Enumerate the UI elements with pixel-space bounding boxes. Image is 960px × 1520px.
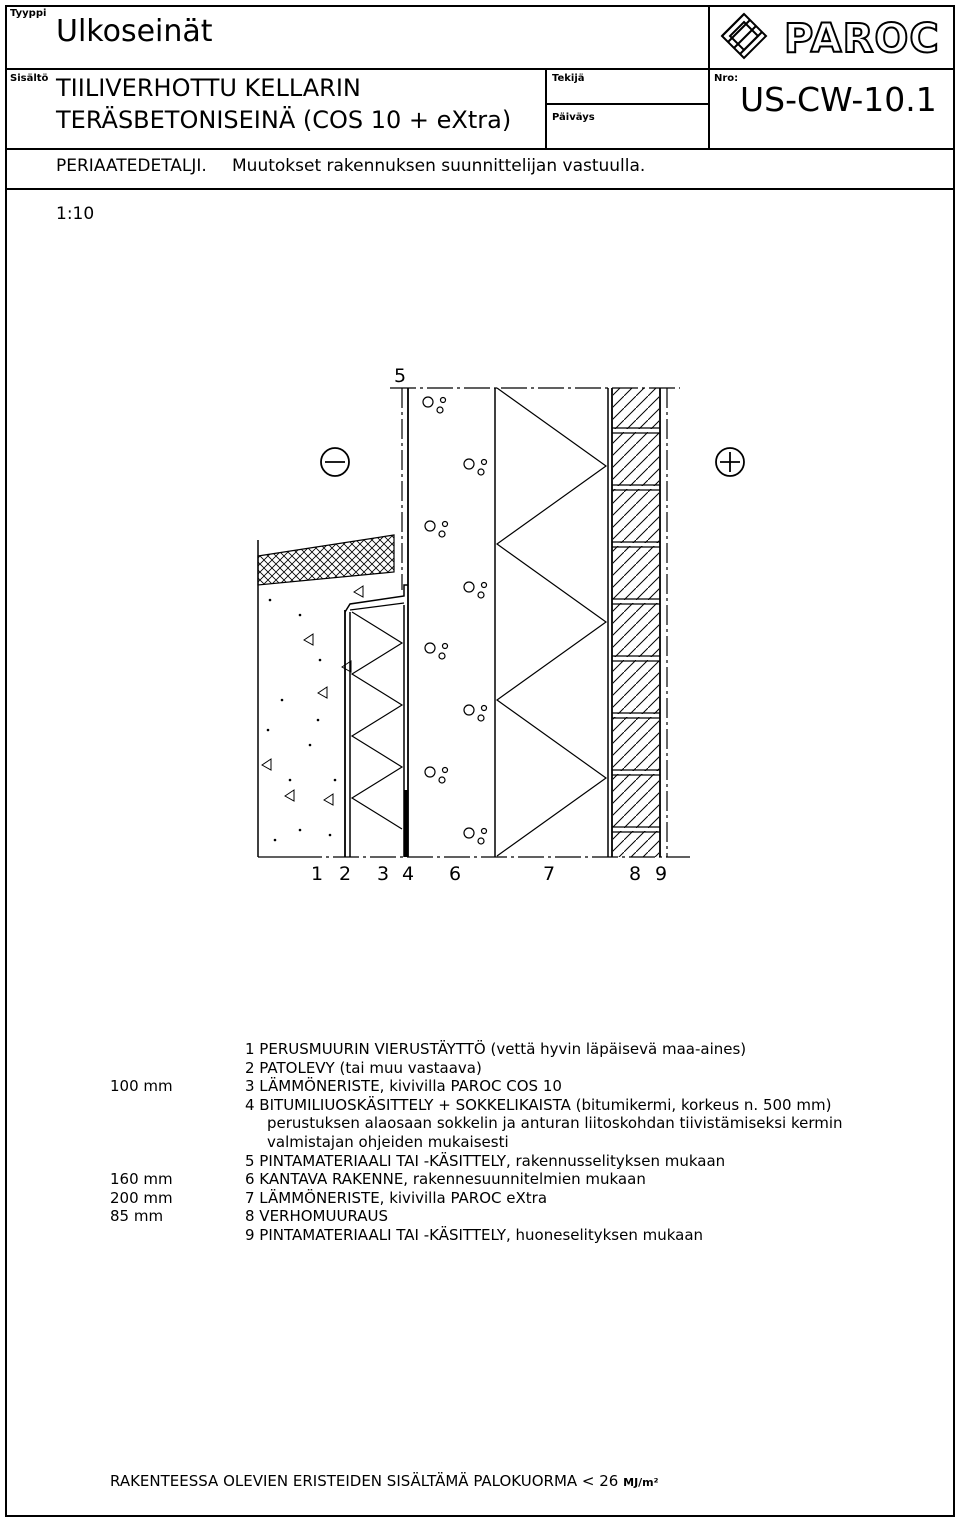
aggregate-stone [478, 838, 484, 844]
aggregate-stone [441, 398, 446, 403]
nro-label: Nro: [714, 73, 739, 84]
mortar-gap [613, 600, 659, 603]
backfill-stone [304, 634, 313, 645]
page-title: Ulkoseinät [56, 14, 213, 49]
backfill-stone [324, 794, 333, 805]
aggregate-stone [482, 829, 487, 834]
backfill-grain [299, 614, 301, 616]
aggregate-stone [464, 459, 474, 469]
legend-text: 7 LÄMMÖNERISTE, kivivilla PAROC eXtra [245, 1188, 548, 1207]
legend-text: 8 VERHOMUURAUS [245, 1207, 389, 1226]
legend-row [110, 1096, 950, 1115]
backfill-aggregate [262, 586, 363, 841]
legend-text: perustuksen alaosaan sokkelin ja anturan liitoskohdan tiivistämiseksi kermin [267, 1114, 843, 1133]
backfill-grain [319, 659, 321, 661]
backfill-grain [329, 834, 331, 836]
paivays-label: Päiväys [552, 112, 595, 123]
mortar-gap [613, 429, 659, 432]
backfill-stone [262, 759, 271, 770]
aggregate-stone [478, 715, 484, 721]
aggregate-stone [478, 592, 484, 598]
layer-label: 2 [339, 863, 352, 885]
aggregate-stone [478, 469, 484, 475]
legend-row [110, 1207, 950, 1226]
sisalto-label: Sisältö [10, 73, 49, 84]
periaate-label: PERIAATEDETALJI. [56, 156, 207, 176]
backfill-grain [309, 744, 311, 746]
aggregate-stone [464, 705, 474, 715]
legend-row [110, 1059, 950, 1078]
brick-hatch-fill [613, 388, 659, 857]
aggregate-stone [443, 522, 448, 527]
insulation-3-zigzag [352, 612, 402, 829]
responsibility-note: Muutokset rakennuksen suunnittelijan vastuulla. [232, 156, 646, 176]
legend-text: valmistajan ohjeiden mukaisesti [267, 1132, 509, 1151]
backfill-stone [354, 586, 363, 597]
layer-label: 1 [311, 863, 324, 885]
legend-row [110, 1077, 950, 1096]
content-line-2: TERÄSBETONISEINÄ (COS 10 + eXtra) [56, 106, 512, 134]
legend-row [110, 1170, 950, 1189]
aggregate-stone [439, 777, 445, 783]
mortar-gap [613, 771, 659, 774]
backfill-grain [317, 719, 319, 721]
aggregate-stone [482, 460, 487, 465]
backfill-grain [269, 599, 271, 601]
aggregate-stone [464, 582, 474, 592]
mortar-gap [613, 486, 659, 489]
layer-label-5: 5 [394, 365, 407, 387]
backfill-stone [318, 687, 327, 698]
aggregate-stone [437, 407, 443, 413]
mortar-gap [613, 657, 659, 660]
legend-text: 9 PINTAMATERIAALI TAI -KÄSITTELY, huoneselityksen mukaan [245, 1225, 704, 1244]
content-line-1: TIILIVERHOTTU KELLARIN [56, 74, 361, 102]
legend-row [110, 1040, 950, 1059]
fire-load-unit: MJ/m² [623, 1476, 659, 1489]
legend-thickness: 100 mm [110, 1077, 173, 1096]
aggregate-stone [423, 397, 433, 407]
legend-row [110, 1189, 950, 1208]
aggregate-stone [425, 643, 435, 653]
aggregate-stone [425, 521, 435, 531]
aggregate-stone [482, 706, 487, 711]
fire-load-note [110, 1472, 658, 1490]
plus-circle-icon [716, 448, 744, 476]
layer-label: 6 [449, 863, 462, 885]
flashing-cap [345, 585, 408, 612]
mortar-gap [613, 714, 659, 717]
legend-row [110, 1114, 950, 1133]
legend-row [110, 1133, 950, 1152]
backfill-grain [267, 729, 269, 731]
legend-text: 2 PATOLEVY (tai muu vastaava) [245, 1058, 482, 1077]
aggregate-stone [464, 828, 474, 838]
ground-surface [258, 535, 394, 585]
drawing-number: US-CW-10.1 [740, 80, 937, 119]
legend-text: 6 KANTAVA RAKENNE, rakennesuunnitelmien mukaan [245, 1170, 646, 1189]
layer-labels [311, 863, 667, 885]
legend-thickness: 200 mm [110, 1188, 173, 1207]
backfill-grain [281, 699, 283, 701]
aggregate-stone [425, 767, 435, 777]
legend-text: 3 LÄMMÖNERISTE, kivivilla PAROC COS 10 [245, 1077, 562, 1096]
mortar-gap [613, 828, 659, 831]
aggregate-stone [443, 768, 448, 773]
legend-thickness: 85 mm [110, 1207, 164, 1226]
paroc-logo-text: PAROC [784, 16, 940, 62]
tyyppi-label: Tyyppi [10, 8, 47, 19]
layer-label: 7 [543, 863, 556, 885]
legend-text: 5 PINTAMATERIAALI TAI -KÄSITTELY, rakennusselityksen mukaan [245, 1151, 726, 1170]
aggregate-stone [443, 644, 448, 649]
legend-row [110, 1152, 950, 1171]
minus-circle-icon [321, 448, 349, 476]
aggregate-stone [439, 653, 445, 659]
fire-load-text: RAKENTEESSA OLEVIEN ERISTEIDEN SISÄLTÄMÄ PALOKUORMA < 26 [110, 1472, 619, 1490]
flashing-cap-inner [350, 603, 404, 610]
aggregate-stone [439, 531, 445, 537]
legend-text: 4 BITUMILIUOSKÄSITTELY + SOKKELIKAISTA (bitumikermi, korkeus n. 500 mm) [245, 1095, 832, 1114]
mortar-gap [613, 543, 659, 546]
layer-label: 4 [402, 863, 415, 885]
backfill-grain [299, 829, 301, 831]
legend-text: 1 PERUSMUURIN VIERUSTÄYTTÖ (vettä hyvin läpäisevä maa-aines) [245, 1040, 747, 1058]
backfill-grain [289, 779, 291, 781]
scale-label: 1:10 [56, 204, 95, 224]
legend-row [110, 1226, 950, 1245]
backfill-stone [285, 790, 294, 801]
concrete-aggregate [423, 397, 487, 844]
layer-label: 8 [629, 863, 642, 885]
insulation-7-zigzag [497, 388, 606, 856]
materials-legend [110, 1040, 950, 1245]
backfill-grain [274, 839, 276, 841]
layer-label: 3 [377, 863, 390, 885]
backfill-grain [334, 779, 336, 781]
legend-thickness: 160 mm [110, 1170, 173, 1189]
layer-label: 9 [655, 863, 668, 885]
aggregate-stone [482, 583, 487, 588]
tekija-label: Tekijä [552, 73, 585, 84]
